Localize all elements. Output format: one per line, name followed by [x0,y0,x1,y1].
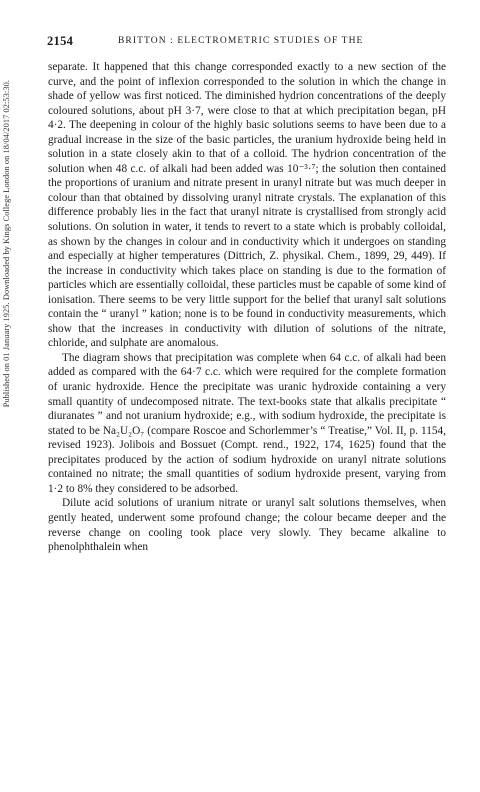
running-head: BRITTON : ELECTROMETRIC STUDIES OF THE [118,36,364,46]
paragraph-3: Dilute acid solutions of uranium nitrate or uranyl salt solutions themselves, when gently heated, underwent some profound change; the colour became deeper and the reverse change on cooling took place very slowly. They became alkaline to phenolphthalein when [48,497,446,554]
article-body [48,60,446,555]
paragraph-1: separate. It happened that this change corresponded exactly to a new section of the curve, and the point of inflexion corresponded to the solution in which the change in shade of yellow was first noticed. The diminished hydrion concentrations of the deeply coloured solutions, about pH 3·7, were close to that at which precipitation began, pH 4·2. The deepening in colour of the highly basic solutions seems to have been due to a gradual increase in the size of the basic particles, the uranium hydroxide being held in solution in a state closely akin to that of a colloid. The hydrion concentration of the solution when 48 c.c. of alkali had been added was 10⁻³·⁷; the solution then contained the proportions of uranium and nitrate present in uranyl nitrate but was much deeper in colour than that obtained by dissolving uranyl nitrate crystals. The explanation of this difference probably lies in the fact that uranyl nitrate is crystallised from strongly acid solutions. On solution in water, it tends to revert to a state which is probably colloidal, as shown by the changes in colour and in conductivity which it undergoes on standing and especially at higher temperatures (Dittrich, Z. physikal. Chem., 1899, 29, 449). If the increase in conductivity which takes place on standing is due to the formation of particles which are essentially colloidal, these particles must be capable of some kind of ionisation. There seems to be very little support for the belief that uranyl salt solutions contain the “ uranyl ” kation; none is to be found in conductivity measurements, which show that the increases in conductivity with dilution of solutions of the nitrate, chloride, and sulphate are anomalous. [48,61,446,350]
download-watermark: Published on 01 January 1925. Downloaded by Kings College London on 18/04/2017 02:53:30. [2,80,11,408]
page-number: 2154 [47,34,74,48]
paragraph-2: The diagram shows that precipitation was complete when 64 c.c. of alkali had been added as compared with the 64·7 c.c. which were required for the complete formation of uranic hydroxide. Hence the precipitate was uranic hydroxide containing a very small quantity of undecomposed nitrate. The text-books state that alkalis precipitate “ diuranates ” and not uranium hydroxide; e.g., with sodium hydroxide, the precipitate is stated to be Na₂U₂O₇ (compare Roscoe and Schorlemmer’s “ Treatise,” Vol. II, p. 1154, revised 1923). Jolibois and Bossuet (Compt. rend., 1922, 174, 1625) found that the precipitates produced by the action of sodium hydroxide on uranyl nitrate solutions contained no nitrate; the small quantities of sodium hydroxide present, varying from 1·2 to 8% they considered to be adsorbed. [48,351,446,495]
